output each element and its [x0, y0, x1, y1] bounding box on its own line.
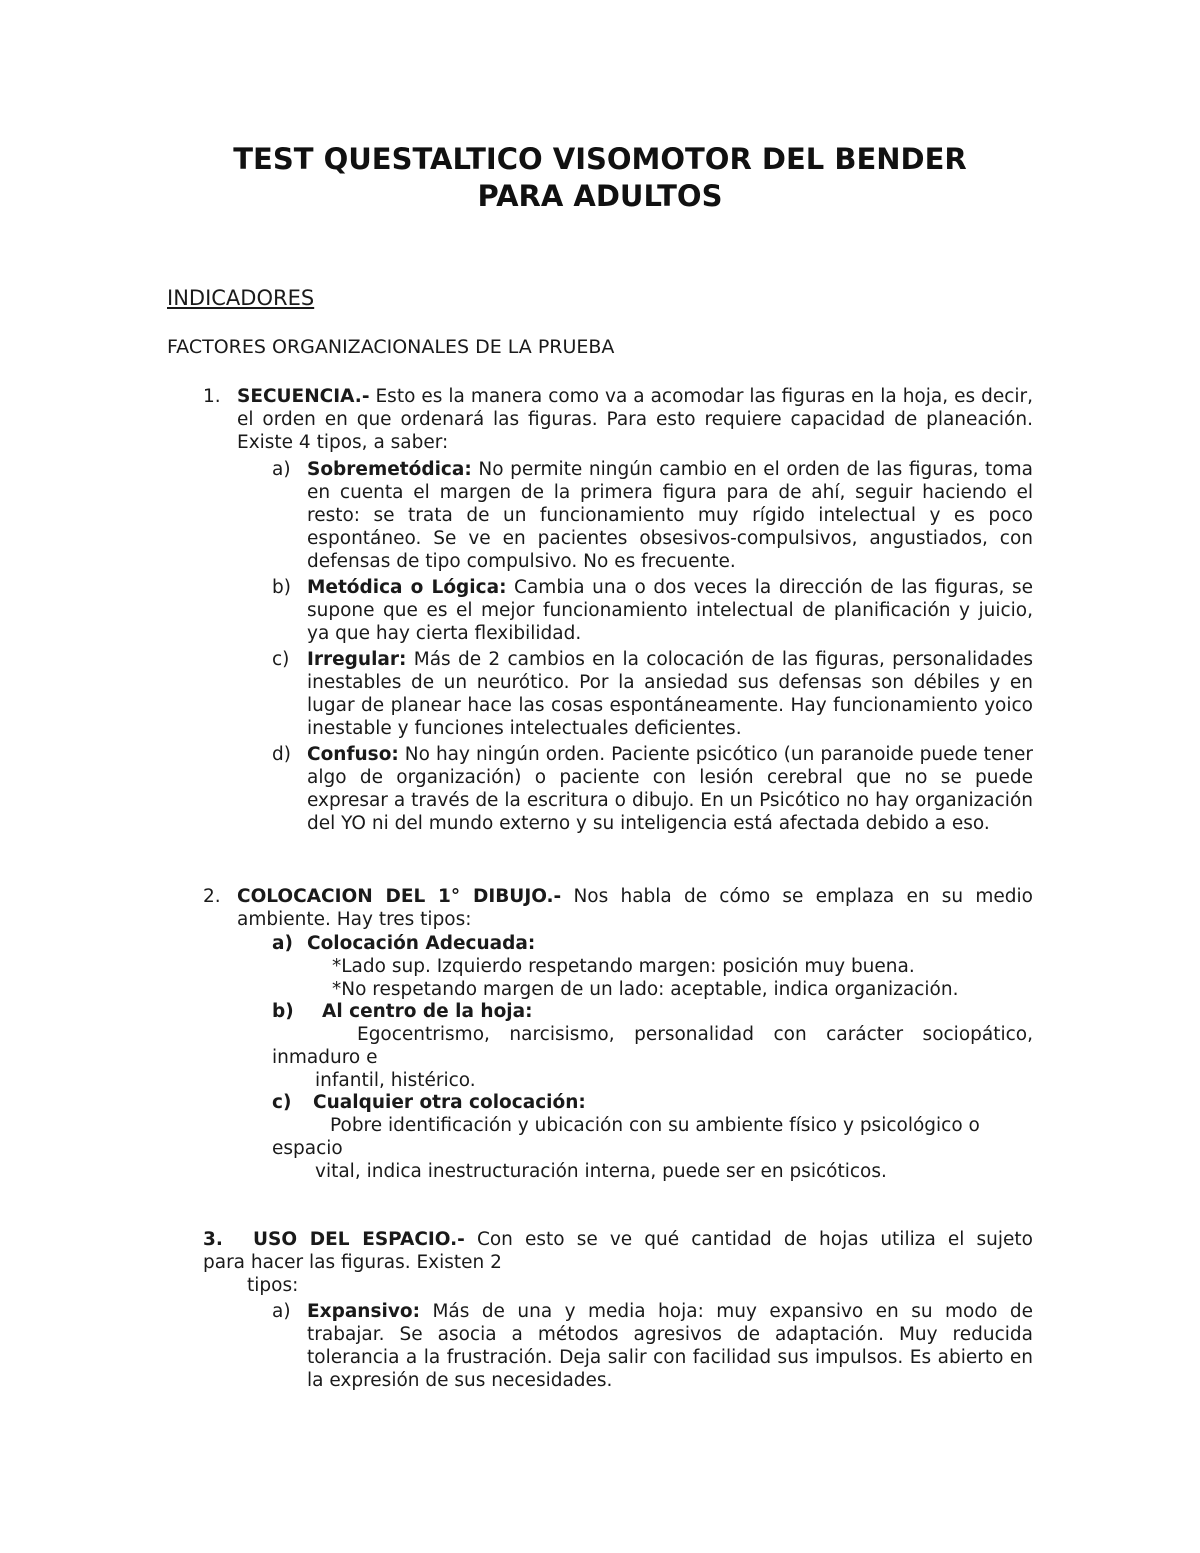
item-2-sub-b-letter: b)	[272, 1001, 294, 1022]
item-1-sub-a	[307, 458, 1033, 573]
item-2-sub-a-title: Colocación Adecuada:	[307, 933, 536, 954]
item-3-sub-a-letter: a)	[272, 1301, 291, 1322]
section-title: FACTORES ORGANIZACIONALES DE LA PRUEBA	[167, 336, 615, 358]
item-1-sub-a-text: No permite ningún cambio en el orden de las figuras, toma en cuenta el margen de la primera figura para de ahí, seguir haciendo el resto: se trata de un funcionamiento muy rígido intelectual y es poco espontáneo. Se ve en pacientes obsesivos-compulsivos, angustiados, con defensas de tipo compulsivo. No es frecuente.	[307, 459, 1033, 572]
item-1-sub-c-text: Más de 2 cambios en la colocación de las figuras, personalidades inestables de un neurótico. Por la ansiedad sus defensas son débiles y en lugar de planear hace las cosas espontáneamente. Hay funcionamiento yoico inestable y funciones intelectuales deficientes.	[307, 649, 1033, 739]
item-3-line-1-text: Con esto se ve qué cantidad de hojas utiliza el sujeto	[464, 1229, 1033, 1250]
item-2-sub-c-line-1: Pobre identificación y ubicación con su ambiente físico y psicológico o	[330, 1115, 980, 1136]
item-1-text: Esto es la manera como va a acomodar las figuras en la hoja, es decir, el orden en que ordenará las figuras. Para esto requiere capacidad de planeación. Existe 4 tipos, a saber:	[237, 386, 1033, 453]
item-1-sub-b-text: Cambia una o dos veces la dirección de las figuras, se supone que es el mejor funcionamiento intelectual de planificación y juicio, ya que hay cierta flexibilidad.	[307, 577, 1033, 644]
item-1-sub-b-label: Metódica o Lógica:	[307, 577, 507, 598]
item-3-number: 3.	[203, 1229, 223, 1250]
item-1-sub-c	[307, 648, 1033, 740]
indicadores-heading: INDICADORES	[167, 286, 315, 310]
item-1-sub-d-label: Confuso:	[307, 744, 399, 765]
item-2-sub-c-letter: c)	[272, 1092, 292, 1113]
item-1-sub-c-letter: c)	[272, 649, 290, 670]
document-title-line-2: PARA ADULTOS	[477, 179, 723, 213]
item-2-sub-b-line-3: infantil, histérico.	[315, 1070, 476, 1091]
item-1-sub-d-letter: d)	[272, 744, 291, 765]
item-2-sub-b-line-2: inmaduro e	[272, 1047, 378, 1068]
item-1-sub-a-label: Sobremetódica:	[307, 459, 472, 480]
item-3-sub-a	[307, 1300, 1033, 1392]
item-2-sub-c-line-3: vital, indica inestructuración interna, puede ser en psicóticos.	[315, 1161, 887, 1182]
item-2-sub-c-title: Cualquier otra colocación:	[313, 1092, 586, 1113]
item-1-sub-d-text: No hay ningún orden. Paciente psicótico (un paranoide puede tener algo de organización) o paciente con lesión cerebral que no se puede expresar a través de la escritura o dibujo. En un Psicótico no hay organización del YO ni del mundo externo y su inteligencia está afectada debido a eso.	[307, 744, 1033, 834]
item-2-text: Nos habla de cómo se emplaza en su medio ambiente. Hay tres tipos:	[237, 886, 1033, 930]
item-1-sub-b	[307, 576, 1033, 645]
item-2-sub-a-letter: a)	[272, 933, 293, 954]
item-2-paragraph	[237, 885, 1033, 931]
item-3-sub-a-label: Expansivo:	[307, 1301, 420, 1322]
document-title-line-1: TEST QUESTALTICO VISOMOTOR DEL BENDER	[233, 142, 967, 176]
item-3-sub-a-text: Más de una y media hoja: muy expansivo en su modo de trabajar. Se asocia a métodos agresivos de adaptación. Muy reducida tolerancia a la frustración. Deja salir con facilidad sus impulsos. Es abierto en la expresión de sus necesidades.	[307, 1301, 1033, 1391]
item-2-sub-b-title: Al centro de la hoja:	[322, 1001, 533, 1022]
item-2-sub-b-line-1: Egocentrismo, narcisismo, personalidad con carácter sociopático,	[357, 1024, 1033, 1045]
item-1-label: SECUENCIA.-	[237, 386, 370, 407]
item-1-paragraph	[237, 385, 1033, 454]
item-1-sub-b-letter: b)	[272, 577, 291, 598]
item-2-number: 2.	[203, 886, 221, 907]
item-3-line-1	[253, 1228, 1033, 1251]
item-2-sub-a-line-1: *Lado sup. Izquierdo respetando margen: posición muy buena.	[332, 956, 915, 977]
item-1-sub-d	[307, 743, 1033, 835]
item-1-sub-a-letter: a)	[272, 459, 291, 480]
item-3-line-3: tipos:	[247, 1275, 299, 1296]
item-2-sub-a-line-2: *No respetando margen de un lado: aceptable, indica organización.	[332, 979, 959, 1000]
item-1-sub-c-label: Irregular:	[307, 649, 407, 670]
item-1-number: 1.	[203, 386, 221, 407]
item-3-label: USO DEL ESPACIO.-	[253, 1229, 465, 1250]
item-2-sub-c-line-2: espacio	[272, 1138, 343, 1159]
item-3-line-2: para hacer las figuras. Existen 2	[203, 1252, 502, 1273]
item-2-label: COLOCACION DEL 1° DIBUJO.-	[237, 886, 562, 907]
